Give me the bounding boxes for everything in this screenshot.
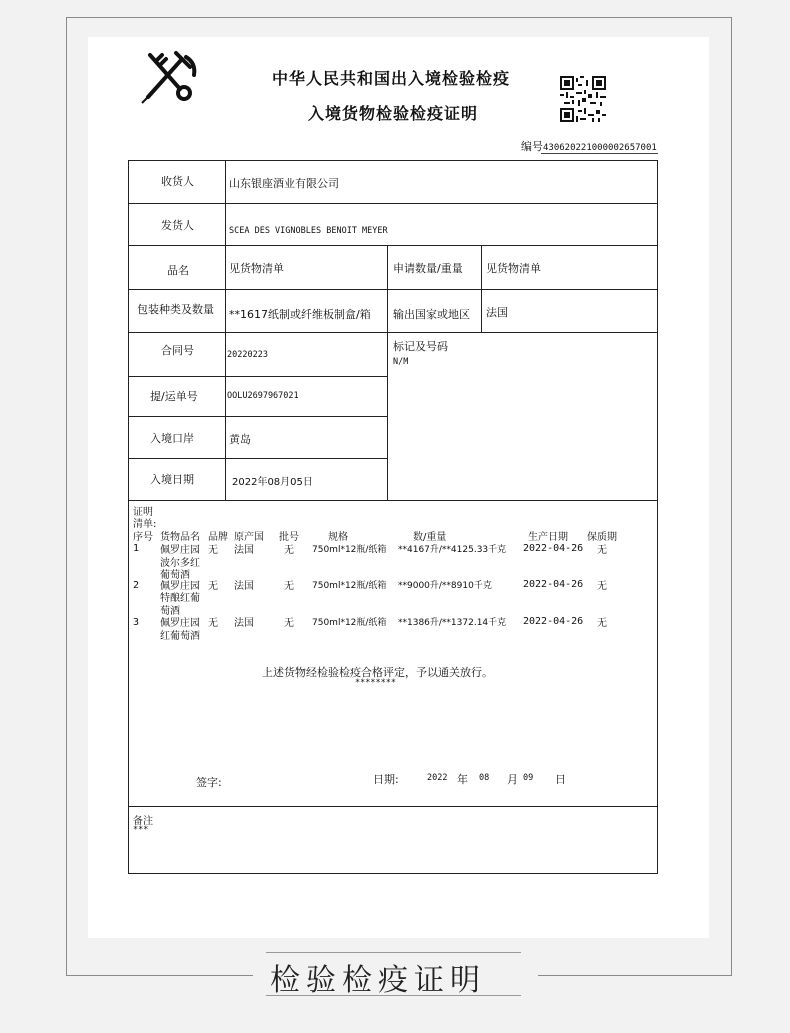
table-row-divider — [128, 289, 658, 290]
image-caption: 检验检疫证明 — [270, 963, 486, 998]
product-label: 品名 — [167, 264, 189, 277]
date-month: 08 — [479, 773, 490, 783]
qr-code-icon — [560, 76, 606, 122]
row3-name-line2: 红葡萄酒 — [160, 631, 200, 642]
col-header-no: 序号 — [133, 532, 153, 543]
month-label: 月 — [507, 773, 518, 786]
certificate-heading: 证明 — [133, 507, 153, 518]
row2-no: 2 — [133, 580, 140, 591]
table-row-divider — [128, 245, 658, 246]
table-top-border — [128, 160, 658, 161]
marks-label: 标记及号码 — [393, 340, 448, 353]
port-label: 入境口岸 — [150, 432, 194, 445]
col-header-shelf: 保质期 — [587, 532, 617, 543]
package-label: 包装种类及数量 — [137, 303, 214, 316]
col-header-brand: 品牌 — [208, 532, 228, 543]
row1-name-line3: 葡萄酒 — [160, 570, 190, 581]
entry-date-label: 入境日期 — [150, 473, 194, 486]
table-row-divider — [128, 332, 658, 333]
row1-origin: 法国 — [234, 545, 254, 556]
origin-country-value: 法国 — [486, 306, 508, 319]
row2-qty: **9000升/**8910千克 — [398, 581, 492, 591]
quantity-label: 申请数量/重量 — [393, 262, 463, 275]
table-row-divider — [128, 416, 387, 417]
row3-shelf: 无 — [597, 618, 607, 629]
table-row-divider — [128, 376, 387, 377]
document-title-line1: 中华人民共和国出入境检验检疫 — [272, 69, 511, 88]
ciq-emblem-icon — [140, 49, 202, 105]
row1-no: 1 — [133, 543, 140, 554]
col-header-spec: 规格 — [328, 532, 348, 543]
row3-spec: 750ml*12瓶/纸箱 — [312, 618, 387, 628]
marks-value: N/M — [393, 357, 409, 367]
table-right-border — [657, 160, 658, 873]
table-row-divider — [128, 806, 658, 807]
clearance-statement: 上述货物经检验检疫合格评定，予以通关放行。 — [262, 666, 493, 679]
date-day: 09 — [523, 773, 534, 783]
col-header-batch: 批号 — [279, 532, 299, 543]
list-heading: 清单: — [133, 519, 157, 530]
row3-brand: 无 — [208, 618, 218, 629]
table-row-divider — [128, 500, 658, 501]
table-col-divider — [225, 160, 226, 500]
row1-brand: 无 — [208, 545, 218, 556]
row3-date: 2022-04-26 — [523, 616, 584, 627]
origin-country-label: 输出国家或地区 — [393, 308, 470, 321]
consignor-value: SCEA DES VIGNOBLES BENOIT MEYER — [229, 226, 388, 236]
row1-batch: 无 — [284, 545, 294, 556]
row2-origin: 法国 — [234, 581, 254, 592]
day-label: 日 — [555, 773, 566, 786]
table-bottom-border — [128, 873, 658, 874]
number-underline — [541, 153, 658, 154]
row3-batch: 无 — [284, 618, 294, 629]
table-left-border — [128, 160, 129, 873]
bl-value: OOLU2697967021 — [227, 391, 299, 401]
col-header-name: 货物品名 — [160, 532, 200, 543]
remarks-value: *** — [133, 825, 149, 835]
statement-stars: ******** — [355, 678, 396, 688]
row1-qty: **4167升/**4125.33千克 — [398, 545, 507, 555]
row2-name-line2: 特酿红葡 — [160, 593, 200, 604]
row2-batch: 无 — [284, 581, 294, 592]
remarks-label: 备注 — [133, 816, 153, 827]
col-header-qty: 数/重量 — [413, 532, 447, 543]
document-number-value: 430620221000002657001 — [543, 143, 657, 153]
row2-spec: 750ml*12瓶/纸箱 — [312, 581, 387, 591]
consignor-label: 发货人 — [161, 219, 194, 232]
quantity-value: 见货物清单 — [486, 262, 541, 275]
bl-label: 提/运单号 — [150, 390, 198, 403]
col-header-date: 生产日期 — [528, 532, 568, 543]
caption-top-rule — [266, 952, 521, 953]
row2-date: 2022-04-26 — [523, 579, 584, 590]
entry-date-value: 2022年08月05日 — [232, 477, 313, 488]
row2-shelf: 无 — [597, 581, 607, 592]
row2-brand: 无 — [208, 581, 218, 592]
date-label: 日期: — [373, 773, 399, 786]
table-row-divider — [128, 203, 658, 204]
col-header-origin: 原产国 — [234, 532, 264, 543]
row3-no: 3 — [133, 617, 140, 628]
consignee-value: 山东银座酒业有限公司 — [229, 177, 339, 190]
contract-value: 20220223 — [227, 350, 268, 360]
document-title-line2: 入境货物检验检疫证明 — [308, 104, 479, 123]
sign-label: 签字: — [196, 776, 222, 789]
row3-qty: **1386升/**1372.14千克 — [398, 618, 507, 628]
row1-name-line1: 佩罗庄园 — [160, 545, 200, 556]
table-col-divider — [387, 245, 388, 500]
row1-spec: 750ml*12瓶/纸箱 — [312, 545, 387, 555]
row2-name-line1: 佩罗庄园 — [160, 581, 200, 592]
date-year: 2022 — [427, 773, 448, 783]
document-number-label: 编号 — [521, 140, 543, 153]
row3-origin: 法国 — [234, 618, 254, 629]
port-value: 黄岛 — [229, 433, 251, 446]
contract-label: 合同号 — [161, 344, 194, 357]
package-value: **1617纸制或纤维板制盒/箱 — [229, 308, 371, 321]
row3-name-line1: 佩罗庄园 — [160, 618, 200, 629]
row2-name-line3: 萄酒 — [160, 606, 180, 617]
table-col-divider — [481, 245, 482, 332]
row1-date: 2022-04-26 — [523, 543, 584, 554]
consignee-label: 收货人 — [161, 175, 194, 188]
product-value: 见货物清单 — [229, 262, 284, 275]
row1-shelf: 无 — [597, 545, 607, 556]
year-label: 年 — [457, 773, 468, 786]
row1-name-line2: 波尔多红 — [160, 558, 200, 569]
table-row-divider — [128, 458, 387, 459]
